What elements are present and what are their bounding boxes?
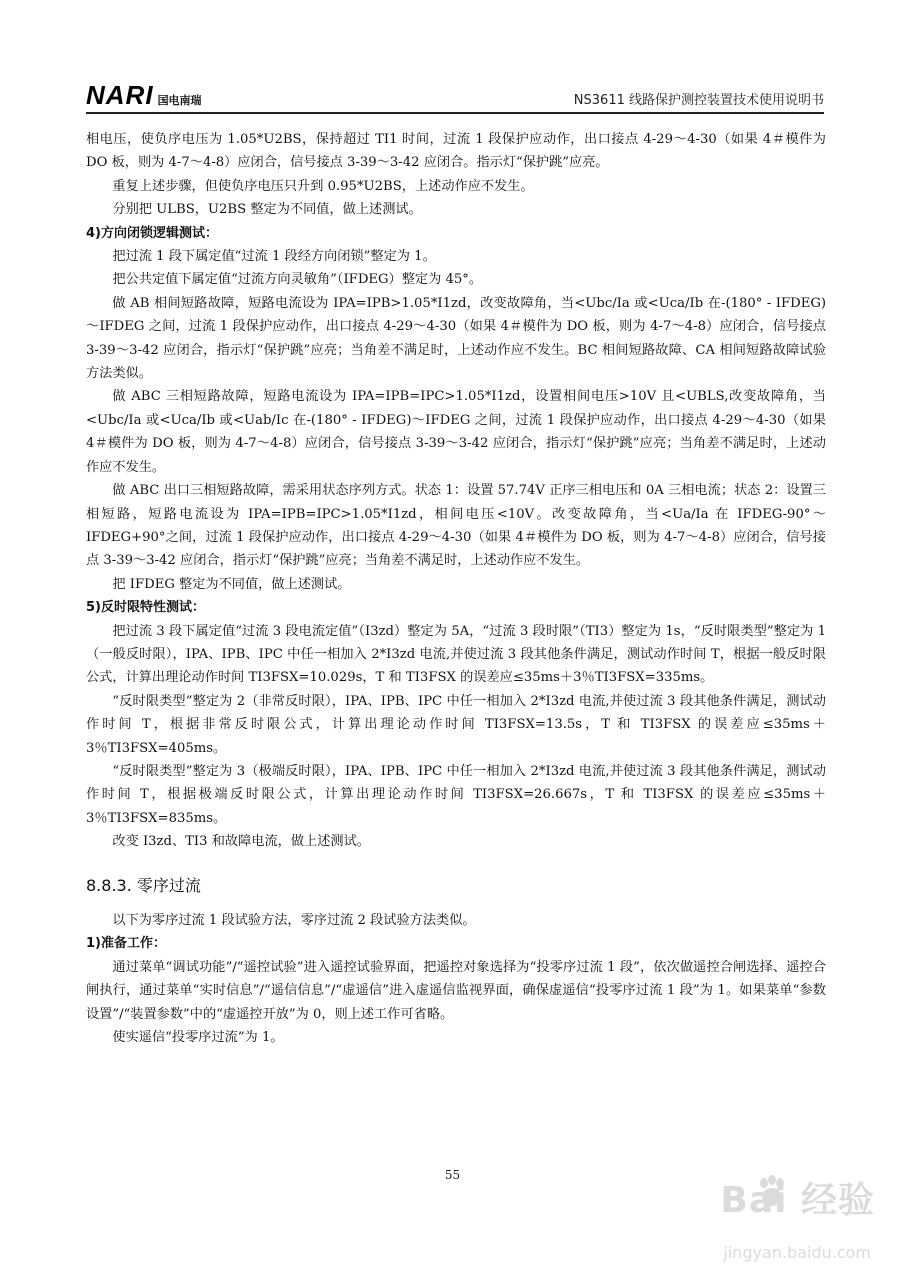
paragraph: 通过菜单“调试功能”/“遥控试验”进入遥控试验界面，把遥控对象选择为“投零序过流 1 段”，依次做遥控合闸选择、遥控合闸执行，通过菜单“实时信息”/“遥信信息”/“虚遥信”进入虚遥信监视界面，确保虚遥信“投零序过流 1 段”为 1。如果菜单“参数设置”/“装置参数”中的“虚遥控开放”为 0，则上述工作可省略。 (86, 959, 826, 1022)
paragraph: 把过流 1 段下属定值“过流 1 段经方向闭锁”整定为 1。 (112, 249, 436, 265)
watermark-url: jingyan.baidu.com (723, 1243, 871, 1262)
nari-logo (86, 80, 202, 111)
paragraph: 分别把 ULBS，U2BS 整定为不同值，做上述测试。 (112, 202, 422, 218)
subheading-preparation: 1)准备工作： (86, 936, 166, 952)
paragraph: “反时限类型”整定为 2（非常反时限），IPA、IPB、IPC 中任一相加入 2*I3zd 电流,并使过流 3 段其他条件满足，测试动作时间 T，根据非常反时限公式，计算出理论动作时间 TI3FSX=13.5s，T 和 TI3FSX 的误差应≤35ms＋3％TI3FSX=405ms。 (86, 693, 826, 756)
page-number: 55 (444, 1168, 461, 1182)
watermark-logo: Bai 经验 (720, 1180, 875, 1221)
logo-sub-text: 国电南瑞 (157, 94, 202, 107)
subheading-inverse-time: 5)反时限特性测试： (86, 600, 205, 616)
paragraph: “反时限类型”整定为 3（极端反时限），IPA、IPB、IPC 中任一相加入 2*I3zd 电流,并使过流 3 段其他条件满足，测试动作时间 T，根据极端反时限公式，计算出理论动作时间 TI3FSX=26.667s，T 和 TI3FSX 的误差应≤35ms＋3％TI3FSX=835ms。 (86, 763, 826, 826)
subheading-direction-lock: 4)方向闭锁逻辑测试： (86, 225, 218, 241)
paragraph: 相电压，使负序电压为 1.05*U2BS，保持超过 TI1 时间，过流 1 段保护应动作，出口接点 4-29～4-30（如果 4＃模件为 DO 板，则为 4-7～4-8）应闭合，信号接点 3-39～3-42 应闭合。指示灯“保护跳”应亮。 (86, 132, 826, 171)
baidu-watermark (685, 1172, 875, 1262)
paragraph: 做 ABC 出口三相短路故障，需采用状态序列方式。状态 1：设置 57.74V 正序三相电压和 0A 三相电流；状态 2：设置三相短路，短路电流设为 IPA=IPB=IPC>1.05*I1zd，相间电压<10V。改变故障角，当<Ua/Ia 在 IFDEG-90°～IFDEG+90°之间，过流 1 段保护应动作，出口接点 4-29～4-30（如果 4＃模件为 DO 板，则为 4-7～4-8）应闭合，信号接点 3-39～3-42 应闭合，指示灯“保护跳”应亮；当角差不满足时，上述动作应不发生。 (86, 483, 826, 569)
paragraph: 重复上述步骤，但使负序电压只升到 0.95*U2BS，上述动作应不发生。 (112, 178, 534, 194)
paragraph: 把过流 3 段下属定值“过流 3 段电流定值”（I3zd）整定为 5A，“过流 3 段时限”（TI3）整定为 1s，“反时限类型”整定为 1（一般反时限），IPA、IPB、IPC 中任一相加入 2*I3zd 电流,并使过流 3 段其他条件满足，测试动作时间 T，根据一般反时限公式，计算出理论动作时间 TI3FSX=10.029s，T 和 TI3FSX 的误差应≤35ms＋3％TI3FSX=335ms。 (86, 623, 826, 686)
page-header (86, 78, 824, 114)
document-title: NS3611 线路保护测控装置技术使用说明书 (573, 93, 824, 108)
paragraph: 把 IFDEG 整定为不同值，做上述测试。 (112, 576, 351, 592)
paragraph: 做 ABC 三相短路故障，短路电流设为 IPA=IPB=IPC>1.05*I1zd，设置相间电压>10V 且<UBLS,改变故障角，当<Ubc/Ia 或<Uca/Ib 或<Uab/Ic 在-(180° - IFDEG)～IFDEG 之间，过流 1 段保护应动作，出口接点 4-29～4-30（如果 4＃模件为 DO 板，则为 4-7～4-8）应闭合，信号接点 3-39～3-42 应闭合，指示灯“保护跳”应亮；当角差不满足时，上述动作应不发生。 (86, 389, 826, 475)
paragraph: 使实遥信“投零序过流”为 1。 (112, 1030, 284, 1046)
paragraph: 做 AB 相间短路故障，短路电流设为 IPA=IPB>1.05*I1zd，改变故障角，当<Ubc/Ia 或<Uca/Ib 在-(180° - IFDEG)～IFDEG 之间，过流 1 段保护应动作，出口接点 4-29～4-30（如果 4＃模件为 DO 板，则为 4-7～4-8）应闭合，信号接点 3-39～3-42 应闭合，指示灯“保护跳”应亮；当角差不满足时，上述动作应不发生。BC 相间短路故障、CA 相间短路故障试验方法类似。 (86, 295, 826, 382)
document-body (86, 128, 826, 1049)
logo-main-text: NARI (86, 80, 154, 110)
section-heading-zero-sequence: 8.8.3. 零序过流 (86, 875, 201, 895)
paragraph: 以下为零序过流 1 段试验方法，零序过流 2 段试验方法类似。 (112, 913, 476, 928)
paragraph: 改变 I3zd、TI3 和故障电流，做上述测试。 (112, 834, 370, 850)
paragraph: 把公共定值下属定值“过流方向灵敏角”（IFDEG）整定为 45°。 (112, 272, 483, 288)
